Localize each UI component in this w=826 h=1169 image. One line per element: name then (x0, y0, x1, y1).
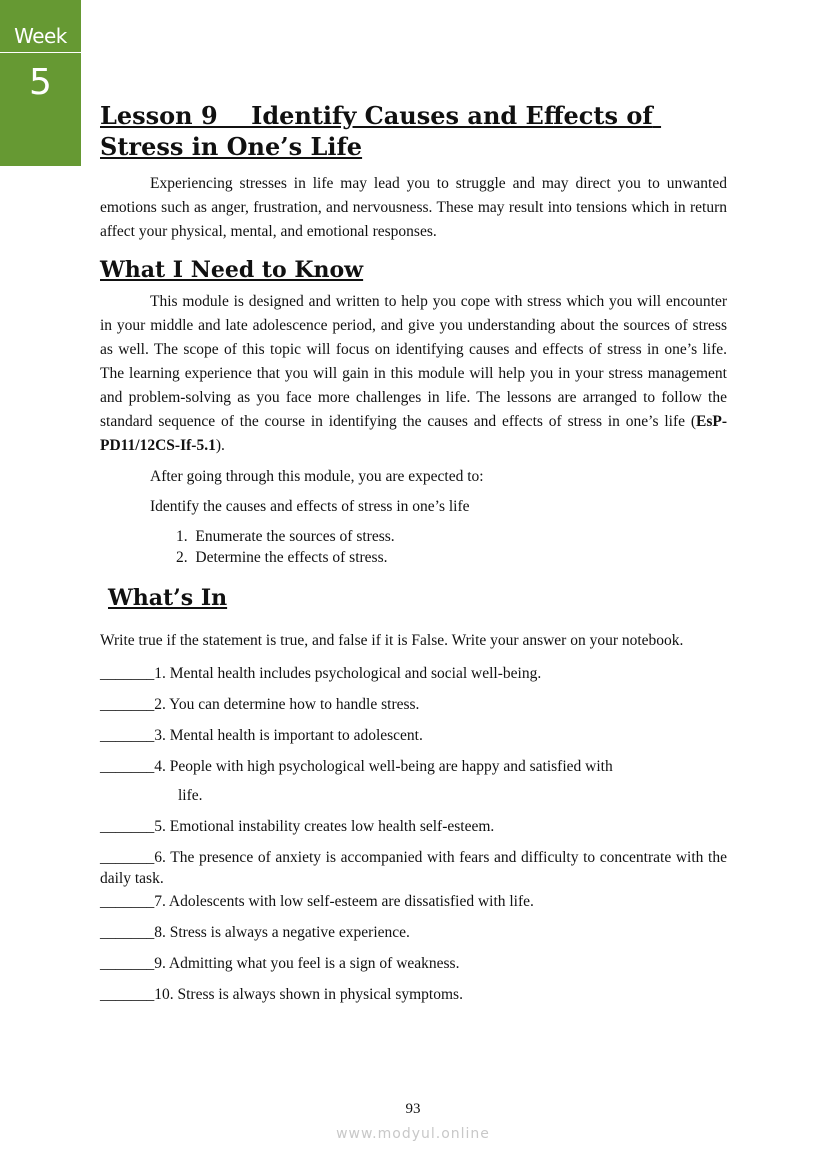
description-text: This module is designed and written to help you cope with stress which you will encounter in your middle and late adolescence period, and give you understanding about the sources of stress as well. The scope of this topic will focus on identifying causes and effects of stress in one’s life. The learning experience that you will gain in this module will help you in your stress management and problem-solving as you face more challenges in life. The lessons are arranged to follow the standard sequence of the course in identifying the causes and effects of stress in one’s life ( (100, 293, 727, 430)
item-text: 5. Emotional instability creates low health self-esteem. (154, 818, 495, 835)
item-text: 10. Stress is always shown in physical symptoms. (154, 986, 463, 1003)
quiz-item (100, 816, 727, 837)
item-text: 1. Mental health includes psychological and social well-being. (154, 665, 542, 682)
instructions: Write true if the statement is true, and false if it is False. Write your answer on your notebook. (100, 632, 684, 649)
expected-text: After going through this module, you are expected to: (150, 468, 484, 485)
answer-blank: _______ (100, 955, 155, 972)
quiz-item (100, 663, 727, 684)
description-end: ). (215, 437, 225, 454)
item-text: 6. The presence of anxiety is accompanied with fears and difficulty to concentrate with the daily task. (100, 849, 727, 887)
week-label: Week (0, 0, 81, 52)
quiz-item (100, 953, 727, 974)
page-content (100, 100, 727, 1015)
objective-item: 2. Determine the effects of stress. (176, 549, 388, 566)
answer-blank: _______ (100, 665, 155, 682)
quiz-item (100, 847, 727, 889)
quiz-item (100, 725, 727, 746)
item-continuation: life. (178, 787, 203, 804)
quiz-item (100, 891, 727, 912)
page-number: 93 (405, 1101, 421, 1117)
answer-blank: _______ (100, 924, 155, 941)
item-text: 4. People with high psychological well-being are happy and satisfied with (154, 758, 613, 775)
quiz-item (100, 984, 727, 1005)
item-text: 9. Admitting what you feel is a sign of weakness. (154, 955, 460, 972)
quiz-item (100, 756, 727, 777)
answer-blank: _______ (100, 818, 155, 835)
intro-paragraph: Experiencing stresses in life may lead you to struggle and may direct you to unwanted emotions such as anger, frustration, and nervousness. These may result into tensions which in return affect your physical, mental, and emotional responses. (100, 175, 727, 240)
item-text: 2. You can determine how to handle stress. (154, 696, 420, 713)
answer-blank: _______ (100, 758, 155, 775)
watermark: www.modyul.online (336, 1126, 490, 1142)
whats-in-heading: What’s In (108, 585, 228, 611)
item-text: 3. Mental health is important to adolescent. (154, 727, 423, 744)
lesson-title: Lesson 9 Identify Causes and Effects of Stress in One’s Life (100, 101, 662, 161)
module-description (100, 290, 727, 458)
item-text: 8. Stress is always a negative experience. (154, 924, 410, 941)
answer-blank: _______ (100, 696, 155, 713)
answer-blank: _______ (100, 849, 155, 866)
objective: Identify the causes and effects of stress in one’s life (150, 498, 470, 515)
quiz-item (100, 922, 727, 943)
answer-blank: _______ (100, 986, 155, 1003)
what-i-need-to-know-heading: What I Need to Know (100, 257, 364, 283)
competency-code: EsP-PD11/12CS-If-5.1 (100, 413, 727, 454)
quiz-item (100, 694, 727, 715)
answer-blank: _______ (100, 893, 155, 910)
objective-item: 1. Enumerate the sources of stress. (176, 528, 395, 545)
week-number: 5 (0, 53, 81, 166)
item-text: 7. Adolescents with low self-esteem are dissatisfied with life. (154, 893, 534, 910)
answer-blank: _______ (100, 727, 155, 744)
